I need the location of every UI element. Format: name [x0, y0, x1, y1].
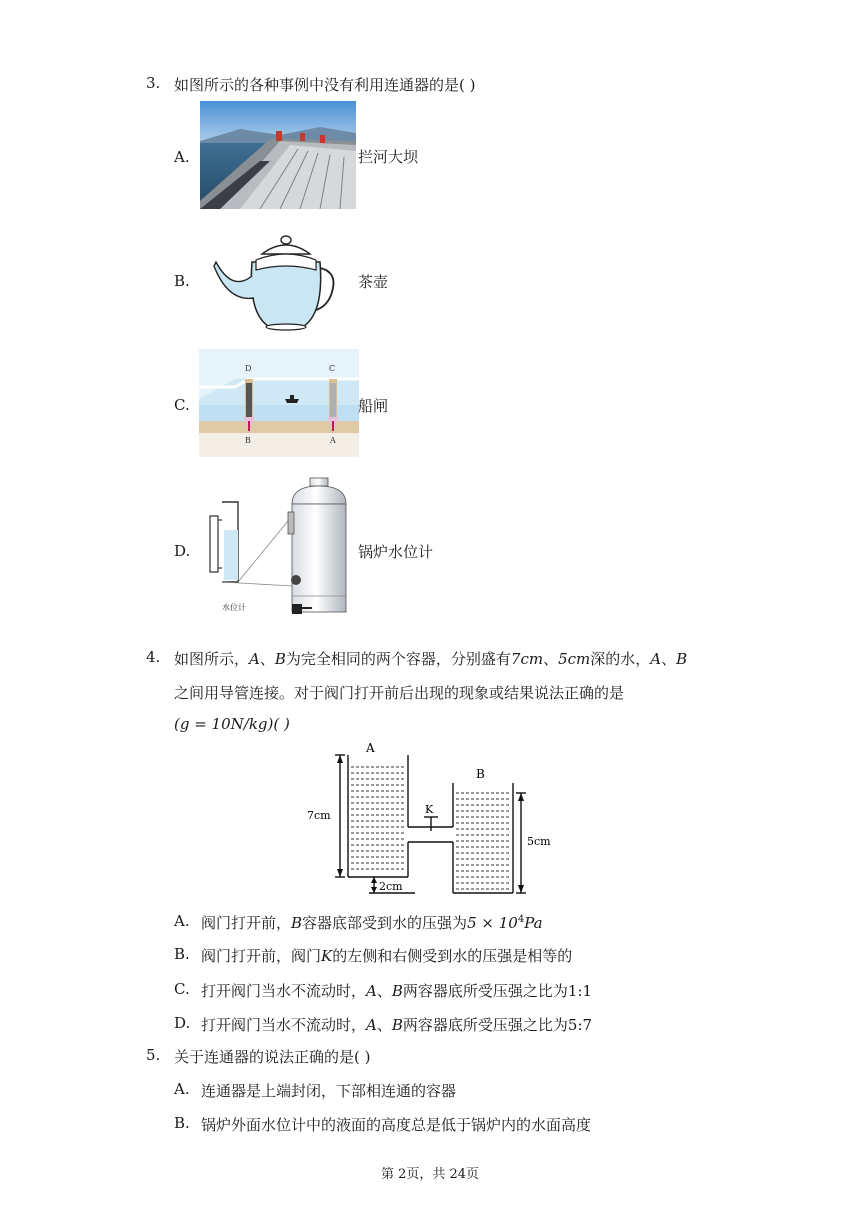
q4-option-b-text: 阀门打开前，阀门K的左侧和右侧受到水的压强是相等的: [201, 947, 573, 965]
question-4-line-1: 如图所示，A、B为完全相同的两个容器，分别盛有7cm、5cm深的水，A、B: [174, 650, 688, 668]
q5-option-b-letter: B.: [174, 1114, 190, 1132]
question-4-line-3: (g = 10N/kg)( ): [174, 715, 290, 733]
page-footer: 第 2页，共 24页: [380, 1167, 480, 1182]
q4-option-d-text: 打开阀门当水不流动时，A、B两容器底所受压强之比为5:7: [201, 1016, 593, 1034]
q3-option-b-caption: 茶壶: [358, 273, 389, 291]
q5-option-b-text: 锅炉外面水位计中的液面的高度总是低于锅炉内的水面高度: [201, 1116, 592, 1134]
dimension-7cm: 7cm: [307, 809, 331, 822]
figure-label-b: B: [476, 767, 485, 781]
question-4-line-2: 之间用导管连接。对于阀门打开前后出现的现象或结果说法正确的是: [174, 684, 625, 702]
question-3-number: 3.: [146, 74, 161, 92]
containers-figure: [305, 741, 555, 899]
gauge-label: 水位计: [222, 603, 246, 612]
q3-option-d-caption: 锅炉水位计: [358, 543, 434, 561]
q3-option-a-letter: A.: [174, 148, 190, 166]
lock-label-c: C: [329, 364, 336, 373]
q3-option-d-letter: D.: [174, 542, 191, 560]
dimension-5cm: 5cm: [527, 835, 551, 848]
q3-option-b-letter: B.: [174, 272, 190, 290]
question-5-stem: 关于连通器的说法正确的是( ): [174, 1048, 371, 1066]
q3-option-a-caption: 拦河大坝: [358, 148, 419, 166]
q5-option-a-text: 连通器是上端封闭，下部相连通的容器: [201, 1082, 457, 1100]
dimension-2cm: 2cm: [379, 880, 403, 893]
q3-option-c-letter: C.: [174, 396, 190, 414]
figure-label-k: K: [425, 803, 434, 816]
figure-label-a: A: [366, 741, 375, 755]
ship-lock-diagram: [199, 349, 359, 457]
q4-option-c-letter: C.: [174, 980, 190, 998]
lock-label-d: D: [245, 364, 252, 373]
q5-option-a-letter: A.: [174, 1080, 190, 1098]
boiler-gauge-diagram: [200, 476, 356, 626]
q4-option-d-letter: D.: [174, 1014, 191, 1032]
q4-option-c-text: 打开阀门当水不流动时，A、B两容器底所受压强之比为1:1: [201, 982, 593, 1000]
dam-photo: [200, 101, 356, 209]
lock-label-b: B: [245, 436, 251, 445]
q4-option-b-letter: B.: [174, 945, 190, 963]
q4-option-a-letter: A.: [174, 912, 190, 930]
q3-option-c-caption: 船闸: [358, 397, 389, 415]
question-5-number: 5.: [146, 1046, 161, 1064]
teapot-illustration: [212, 232, 338, 332]
lock-label-a: A: [330, 436, 336, 445]
question-4-number: 4.: [146, 648, 161, 666]
q4-option-a-text: 阀门打开前，B容器底部受到水的压强为$5 \times 10^4Pa$: [201, 914, 543, 932]
question-3-stem: 如图所示的各种事例中没有利用连通器的是( ): [174, 76, 476, 94]
